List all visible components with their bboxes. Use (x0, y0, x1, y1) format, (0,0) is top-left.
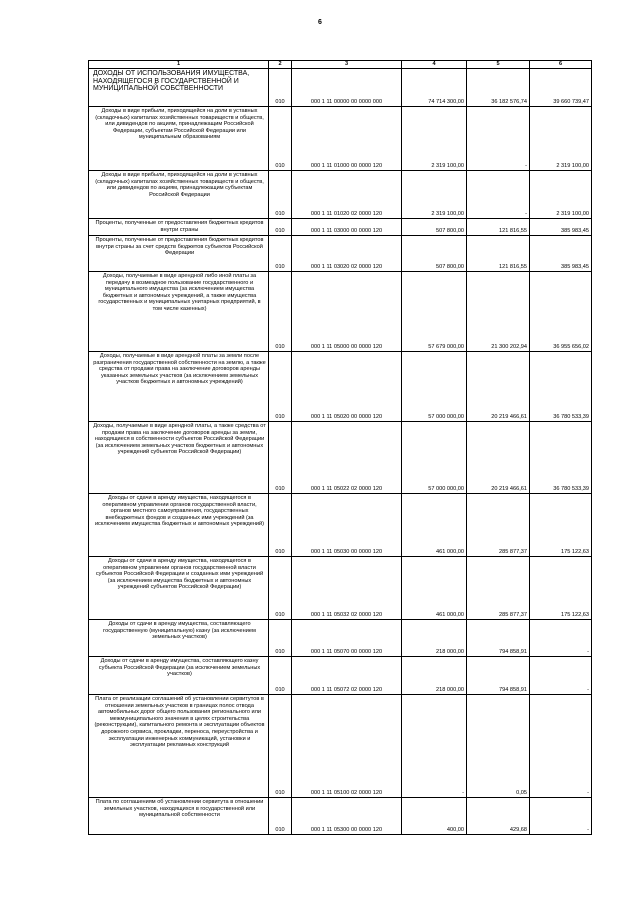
row-plan: 400,00 (402, 798, 467, 835)
row-line-code: 010 (269, 695, 292, 798)
row-remaining: 36 780 533,39 (530, 422, 592, 494)
header-col-6: 6 (530, 61, 592, 69)
row-remaining: - (530, 695, 592, 798)
header-col-5: 5 (467, 61, 530, 69)
row-plan: 57 000 000,00 (402, 422, 467, 494)
row-executed: 21 300 202,94 (467, 272, 530, 352)
row-line-code: 010 (269, 494, 292, 557)
row-plan: 507 800,00 (402, 236, 467, 272)
row-name: Плата от реализации соглашений об установлении сервитутов в отношении земельных участков в границах полос отвода автомобильных дорог общего пользования регионального или межмуниципального значения в целях строительства (реконструкции), капитального ремонта и эксплуатации объектов дорожного сервиса, прокладки, переноса, переустройства и эксплуатации инженерных коммуникаций, установки и эксплуатации рекламных конструкций (89, 695, 269, 798)
row-name: Плата по соглашениям об установлении сервитута в отношении земельных участков, находящихся в государственной или муниципальной собственности (89, 798, 269, 835)
row-line-code: 010 (269, 620, 292, 657)
row-budget-code: 000 1 11 05030 00 0000 120 (292, 494, 402, 557)
table-row (89, 422, 592, 494)
row-executed: 121 816,55 (467, 219, 530, 236)
row-budget-code: 000 1 11 05300 00 0000 120 (292, 798, 402, 835)
table-row (89, 557, 592, 620)
table-row (89, 69, 592, 107)
row-name: Доходы, получаемые в виде арендной либо иной платы за передачу в возмездное пользование государственного и муниципального имущества (за исключением имущества бюджетных и автономных учреждений, а также имущества государственных и муниципальных унитарных предприятий, в том числе казенных) (89, 272, 269, 352)
row-budget-code: 000 1 11 05020 00 0000 120 (292, 352, 402, 422)
row-line-code: 010 (269, 422, 292, 494)
row-plan: 218 000,00 (402, 657, 467, 695)
row-name: ДОХОДЫ ОТ ИСПОЛЬЗОВАНИЯ ИМУЩЕСТВА, НАХОДЯЩЕГОСЯ В ГОСУДАРСТВЕННОЙ И МУНИЦИПАЛЬНОЙ СОБСТВЕННОСТИ (89, 69, 269, 107)
row-remaining: 2 319 100,00 (530, 171, 592, 219)
row-remaining: 385 983,45 (530, 219, 592, 236)
row-line-code: 010 (269, 236, 292, 272)
table-row (89, 107, 592, 171)
row-remaining: 175 122,63 (530, 494, 592, 557)
row-plan: 57 679 000,00 (402, 272, 467, 352)
row-line-code: 010 (269, 219, 292, 236)
row-plan: 461 000,00 (402, 494, 467, 557)
row-plan: 57 000 000,00 (402, 352, 467, 422)
table-row (89, 352, 592, 422)
table-row (89, 620, 592, 657)
header-col-1: 1 (89, 61, 269, 69)
row-executed: 794 858,91 (467, 657, 530, 695)
row-executed: 121 816,55 (467, 236, 530, 272)
row-executed: 0,05 (467, 695, 530, 798)
row-name: Доходы, получаемые в виде арендной платы за земли после разграничения государственной собственности на землю, а также средства от продажи права на заключение договоров аренды указанных земельных участков (за исключением земельных участков бюджетных и автономных учреждений) (89, 352, 269, 422)
row-line-code: 010 (269, 69, 292, 107)
table-row (89, 798, 592, 835)
row-line-code: 010 (269, 107, 292, 171)
row-budget-code: 000 1 11 03020 02 0000 120 (292, 236, 402, 272)
row-line-code: 010 (269, 272, 292, 352)
row-remaining: 39 660 739,47 (530, 69, 592, 107)
row-remaining: 36 780 533,39 (530, 352, 592, 422)
row-budget-code: 000 1 11 05032 02 0000 120 (292, 557, 402, 620)
row-remaining: - (530, 798, 592, 835)
table-row (89, 695, 592, 798)
row-budget-code: 000 1 11 05022 02 0000 120 (292, 422, 402, 494)
row-budget-code: 000 1 11 05000 00 0000 120 (292, 272, 402, 352)
row-executed: 20 219 466,61 (467, 422, 530, 494)
row-budget-code: 000 1 11 01000 00 0000 120 (292, 107, 402, 171)
row-budget-code: 000 1 11 05100 02 0000 120 (292, 695, 402, 798)
row-executed: - (467, 107, 530, 171)
row-executed: 20 219 466,61 (467, 352, 530, 422)
page-number: 6 (318, 19, 322, 26)
row-remaining: 175 122,63 (530, 557, 592, 620)
row-line-code: 010 (269, 657, 292, 695)
row-plan: 74 714 300,00 (402, 69, 467, 107)
header-col-2: 2 (269, 61, 292, 69)
row-budget-code: 000 1 11 05072 02 0000 120 (292, 657, 402, 695)
row-budget-code: 000 1 11 05070 00 0000 120 (292, 620, 402, 657)
row-name: Доходы в виде прибыли, приходящейся на доли в уставных (складочных) капиталах хозяйственных товариществ и обществ, или дивидендов по акциям, принадлежащим субъектам Российской Федерации (89, 171, 269, 219)
header-col-4: 4 (402, 61, 467, 69)
row-remaining: 2 319 100,00 (530, 107, 592, 171)
revenue-table (88, 60, 592, 835)
row-name: Доходы от сдачи в аренду имущества, составляющего казну субъекта Российской Федерации (за исключением земельных участков) (89, 657, 269, 695)
row-name: Доходы от сдачи в аренду имущества, находящегося в оперативном управлении органов государственной власти субъектов Российской Федерации и созданных ими учреждений (за исключением имущества бюджетных и автономных учреждений субъектов Российской Федерации) (89, 557, 269, 620)
row-name: Проценты, полученные от предоставления бюджетных кредитов внутри страны за счет средств бюджетов субъектов Российской Федерации (89, 236, 269, 272)
table-row (89, 219, 592, 236)
row-plan: 507 800,00 (402, 219, 467, 236)
row-budget-code: 000 1 11 00000 00 0000 000 (292, 69, 402, 107)
row-executed: 429,68 (467, 798, 530, 835)
row-executed: 285 877,37 (467, 494, 530, 557)
row-budget-code: 000 1 11 01020 02 0000 120 (292, 171, 402, 219)
header-col-3: 3 (292, 61, 402, 69)
row-line-code: 010 (269, 798, 292, 835)
row-executed: - (467, 171, 530, 219)
row-plan: 2 319 100,00 (402, 107, 467, 171)
table-row (89, 657, 592, 695)
row-plan: 461 000,00 (402, 557, 467, 620)
row-remaining: 36 955 656,02 (530, 272, 592, 352)
row-executed: 794 858,91 (467, 620, 530, 657)
row-name: Доходы, получаемые в виде арендной платы, а также средства от продажи права на заключение договоров аренды за земли, находящиеся в собственности субъектов Российской Федерации (за исключением земельных участков бюджетных и автономных учреждений субъектов Российской Федерации) (89, 422, 269, 494)
row-remaining: - (530, 657, 592, 695)
row-name: Доходы от сдачи в аренду имущества, находящегося в оперативном управлении органов государственной власти, органов местного самоуправления, государственных внебюджетных фондов и созданных ими учреждений (за исключением имущества бюджетных и автономных учреждений) (89, 494, 269, 557)
row-executed: 285 877,37 (467, 557, 530, 620)
table-row (89, 171, 592, 219)
table-header-row (89, 61, 592, 69)
row-plan: - (402, 695, 467, 798)
row-remaining: - (530, 620, 592, 657)
row-plan: 218 000,00 (402, 620, 467, 657)
row-name: Доходы в виде прибыли, приходящейся на доли в уставных (складочных) капиталах хозяйственных товариществ и обществ, или дивидендов по акциям, принадлежащим Российской Федерации, субъектам Российской Федерации или муниципальным образованиям (89, 107, 269, 171)
row-executed: 36 182 576,74 (467, 69, 530, 107)
row-name: Проценты, полученные от предоставления бюджетных кредитов внутри страны (89, 219, 269, 236)
row-plan: 2 319 100,00 (402, 171, 467, 219)
table-row (89, 272, 592, 352)
row-name: Доходы от сдачи в аренду имущества, составляющего государственную (муниципальную) казну (за исключением земельных участков) (89, 620, 269, 657)
table-row (89, 236, 592, 272)
row-remaining: 385 983,45 (530, 236, 592, 272)
row-line-code: 010 (269, 171, 292, 219)
row-budget-code: 000 1 11 03000 00 0000 120 (292, 219, 402, 236)
table-row (89, 494, 592, 557)
row-line-code: 010 (269, 557, 292, 620)
row-line-code: 010 (269, 352, 292, 422)
